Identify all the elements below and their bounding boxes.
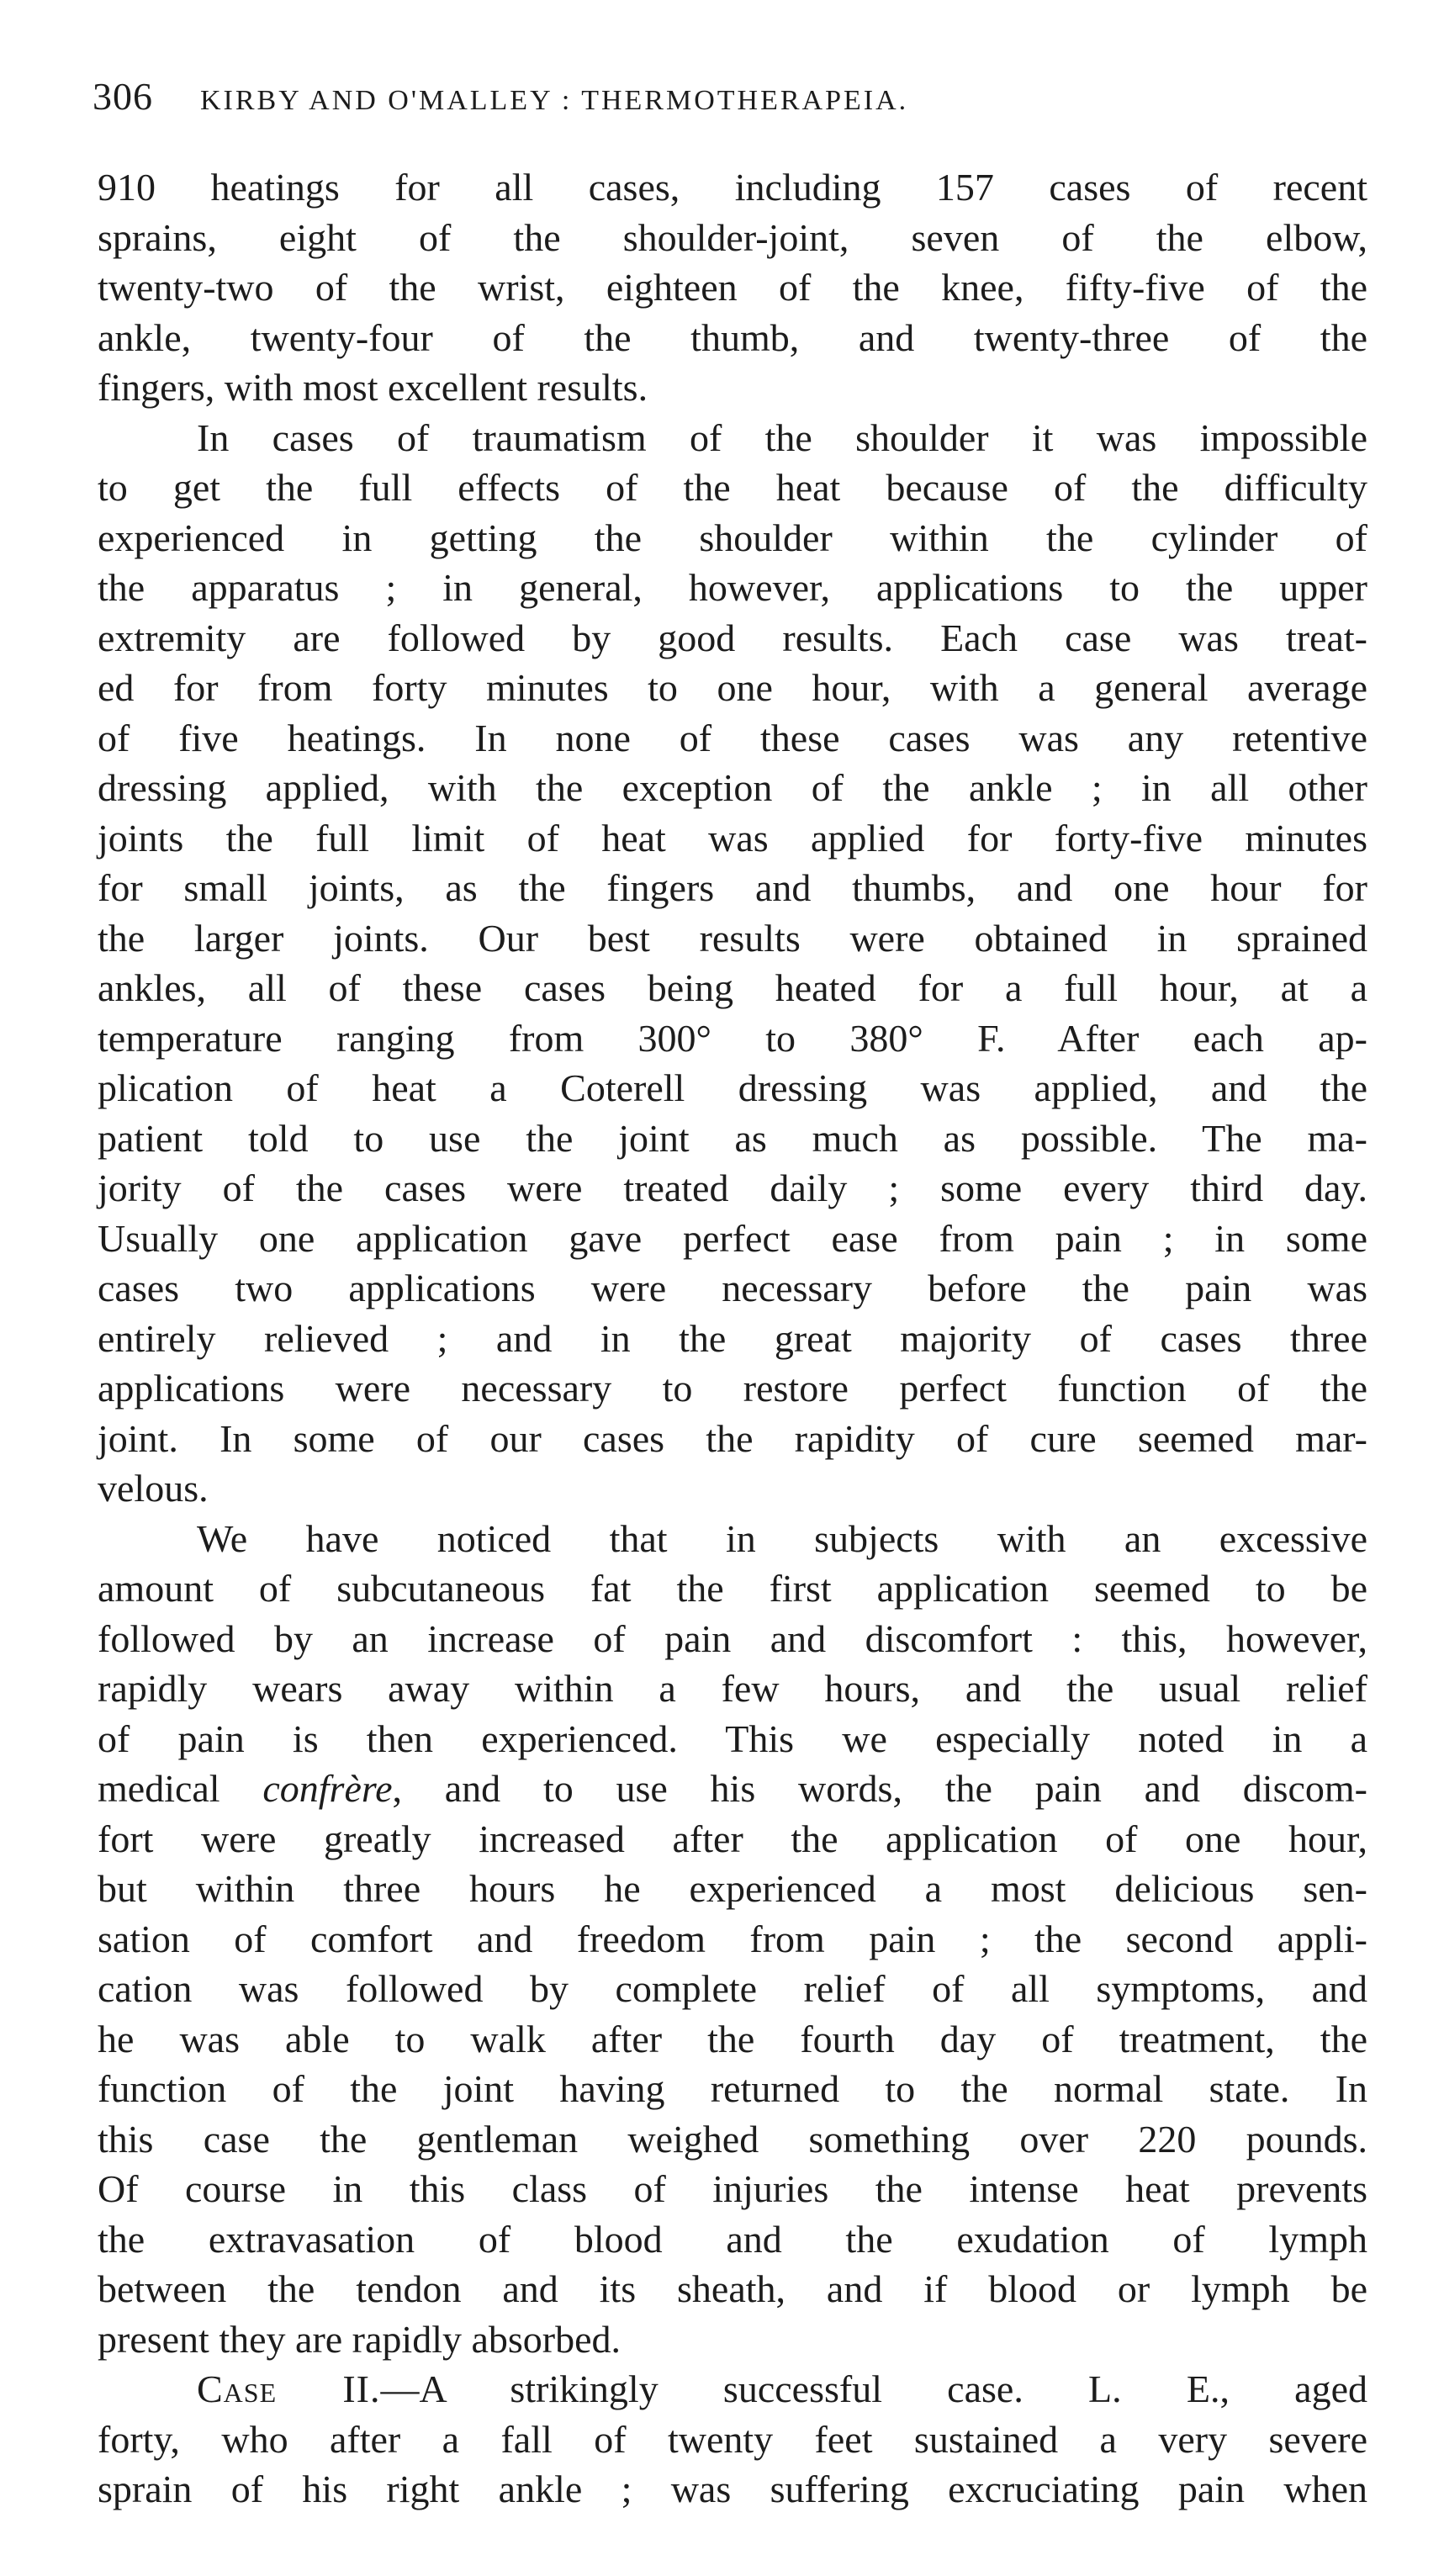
- text-line: experienced in getting the shoulder within the cylinder of: [98, 516, 1367, 559]
- text-line: the extravasation of blood and the exudation of lymph: [98, 2217, 1367, 2261]
- text-line: [98, 1764, 1367, 1814]
- text-line: sation of comfort and freedom from pain ; the second appli-: [98, 1917, 1367, 1960]
- text-line: ankles, all of these cases being heated for a full hour, at a: [98, 966, 1367, 1009]
- text-line: jority of the cases were treated daily ; some every third day.: [98, 1166, 1367, 1209]
- text-line: temperature ranging from 300° to 380° F. After each ap-: [98, 1016, 1367, 1060]
- text-line: fingers, with most excellent results.: [98, 366, 648, 409]
- paragraph: [98, 162, 1367, 413]
- text-line: of pain is then experienced. This we especially noted in a: [98, 1716, 1367, 1760]
- text-line: present they are rapidly absorbed.: [98, 2317, 622, 2361]
- text-line: function of the joint having returned to the normal state. In: [98, 2067, 1367, 2110]
- text-line: amount of subcutaneous fat the first application seemed to be: [98, 1567, 1367, 1610]
- text-line: In cases of traumatism of the shoulder it was impossible: [197, 415, 1367, 459]
- text-line: fort were greatly increased after the application of one hour,: [98, 1817, 1367, 1860]
- text-line: forty, who after a fall of twenty feet sustained a very severe: [98, 2417, 1367, 2461]
- text-line: this case the gentleman weighed something over 220 pounds.: [98, 2117, 1367, 2161]
- running-title: KIRBY AND O'MALLEY : THERMOTHERAPEIA.: [200, 85, 909, 116]
- text-line: ankle, twenty-four of the thumb, and twenty-three of the: [98, 315, 1367, 359]
- text-line: for small joints, as the fingers and thumbs, and one hour for: [98, 866, 1367, 909]
- text-line: 910 heatings for all cases, including 157 cases of recent: [98, 166, 1367, 209]
- paragraph: [98, 2364, 1367, 2515]
- paragraph: [98, 413, 1367, 1514]
- text-line: between the tendon and its sheath, and if blood or lymph be: [98, 2267, 1367, 2310]
- body-text: [98, 162, 1367, 2515]
- text-line: joints the full limit of heat was applied for forty-five minutes: [98, 816, 1367, 860]
- text-line: [98, 2364, 1367, 2415]
- text-line: rapidly wears away within a few hours, and the usual relief: [98, 1667, 1367, 1710]
- text-line: but within three hours he experienced a most delicious sen-: [98, 1867, 1367, 1910]
- text-line: entirely relieved ; and in the great majority of cases three: [98, 1316, 1367, 1360]
- text-line: cases two applications were necessary before the pain was: [98, 1267, 1367, 1309]
- text-line: dressing applied, with the exception of the ankle ; in all other: [98, 766, 1367, 809]
- paragraph: [98, 1514, 1367, 2365]
- text-line: cation was followed by complete relief of all symptoms, and: [98, 1967, 1367, 2010]
- text-line: ed for from forty minutes to one hour, with a general average: [98, 666, 1367, 709]
- text-line: sprain of his right ankle ; was suffering excruciating pain when: [98, 2468, 1367, 2510]
- text-line: Of course in this class of injuries the intense heat prevents: [98, 2167, 1367, 2210]
- page-number: 306: [93, 75, 153, 118]
- text-line: the larger joints. Our best results were obtained in sprained: [98, 916, 1367, 960]
- text-line: he was able to walk after the fourth day of treatment, the: [98, 2017, 1367, 2060]
- text-fragment: , and to use his words, the pain and discom-: [392, 1767, 1367, 1810]
- text-line: of five heatings. In none of these cases was any retentive: [98, 716, 1367, 759]
- text-line: Usually one application gave perfect ease from pain ; in some: [98, 1216, 1367, 1260]
- text-line: the apparatus ; in general, however, applications to the upper: [98, 566, 1367, 609]
- text-fragment: —A strikingly successful case. L. E., aged: [380, 2367, 1367, 2410]
- case-label: Case II.: [197, 2367, 381, 2410]
- text-line: joint. In some of our cases the rapidity of cure seemed mar-: [98, 1416, 1367, 1460]
- text-fragment: medical: [98, 1767, 263, 1810]
- text-line: velous.: [98, 1467, 209, 1510]
- text-line: We have noticed that in subjects with an excessive: [197, 1516, 1367, 1560]
- text-line: extremity are followed by good results. Each case was treat-: [98, 616, 1367, 659]
- text-line: followed by an increase of pain and discomfort : this, however,: [98, 1616, 1367, 1660]
- text-line: sprains, eight of the shoulder-joint, seven of the elbow,: [98, 215, 1367, 259]
- italic-term: confrère: [262, 1767, 393, 1810]
- text-line: plication of heat a Coterell dressing was applied, and the: [98, 1066, 1367, 1109]
- text-line: twenty-two of the wrist, eighteen of the knee, fifty-five of the: [98, 266, 1367, 309]
- running-head: [93, 74, 1371, 124]
- text-line: patient told to use the joint as much as possible. The ma-: [98, 1116, 1367, 1160]
- text-line: to get the full effects of the heat because of the difficulty: [98, 466, 1367, 509]
- text-line: applications were necessary to restore perfect function of the: [98, 1367, 1367, 1410]
